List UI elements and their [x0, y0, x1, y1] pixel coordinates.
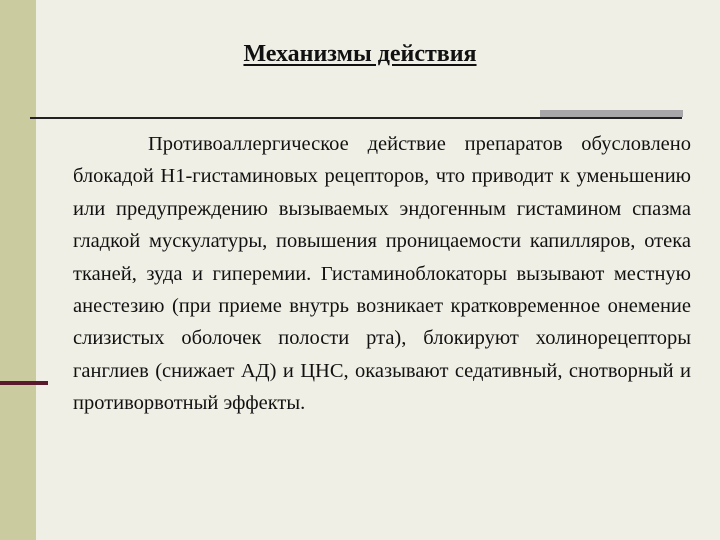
- side-bar-decoration: [0, 0, 36, 540]
- body-paragraph: Противоаллергическое действие препаратов обусловлено блокадой Н1-гистаминовых рецепторов, что приводит к уменьшению или предупреждению вызываемых эндогенным гистамином спазма гладкой мускулатуры, повышения проницаемости капилляров, отека тканей, зуда и гиперемии. Гистаминоблокаторы вызывают местную анестезию (при приеме внутрь возникает кратковременное онемение слизистых оболочек полости рта), блокируют холинорецепторы ганглиев (снижает АД) и ЦНС, оказывают седативный, снотворный и противорвотный эффекты.: [73, 133, 691, 415]
- side-accent-line: [0, 381, 48, 385]
- slide-title: Механизмы действия: [243, 41, 477, 67]
- title-divider: [30, 117, 682, 119]
- rule-accent-block: [540, 110, 683, 117]
